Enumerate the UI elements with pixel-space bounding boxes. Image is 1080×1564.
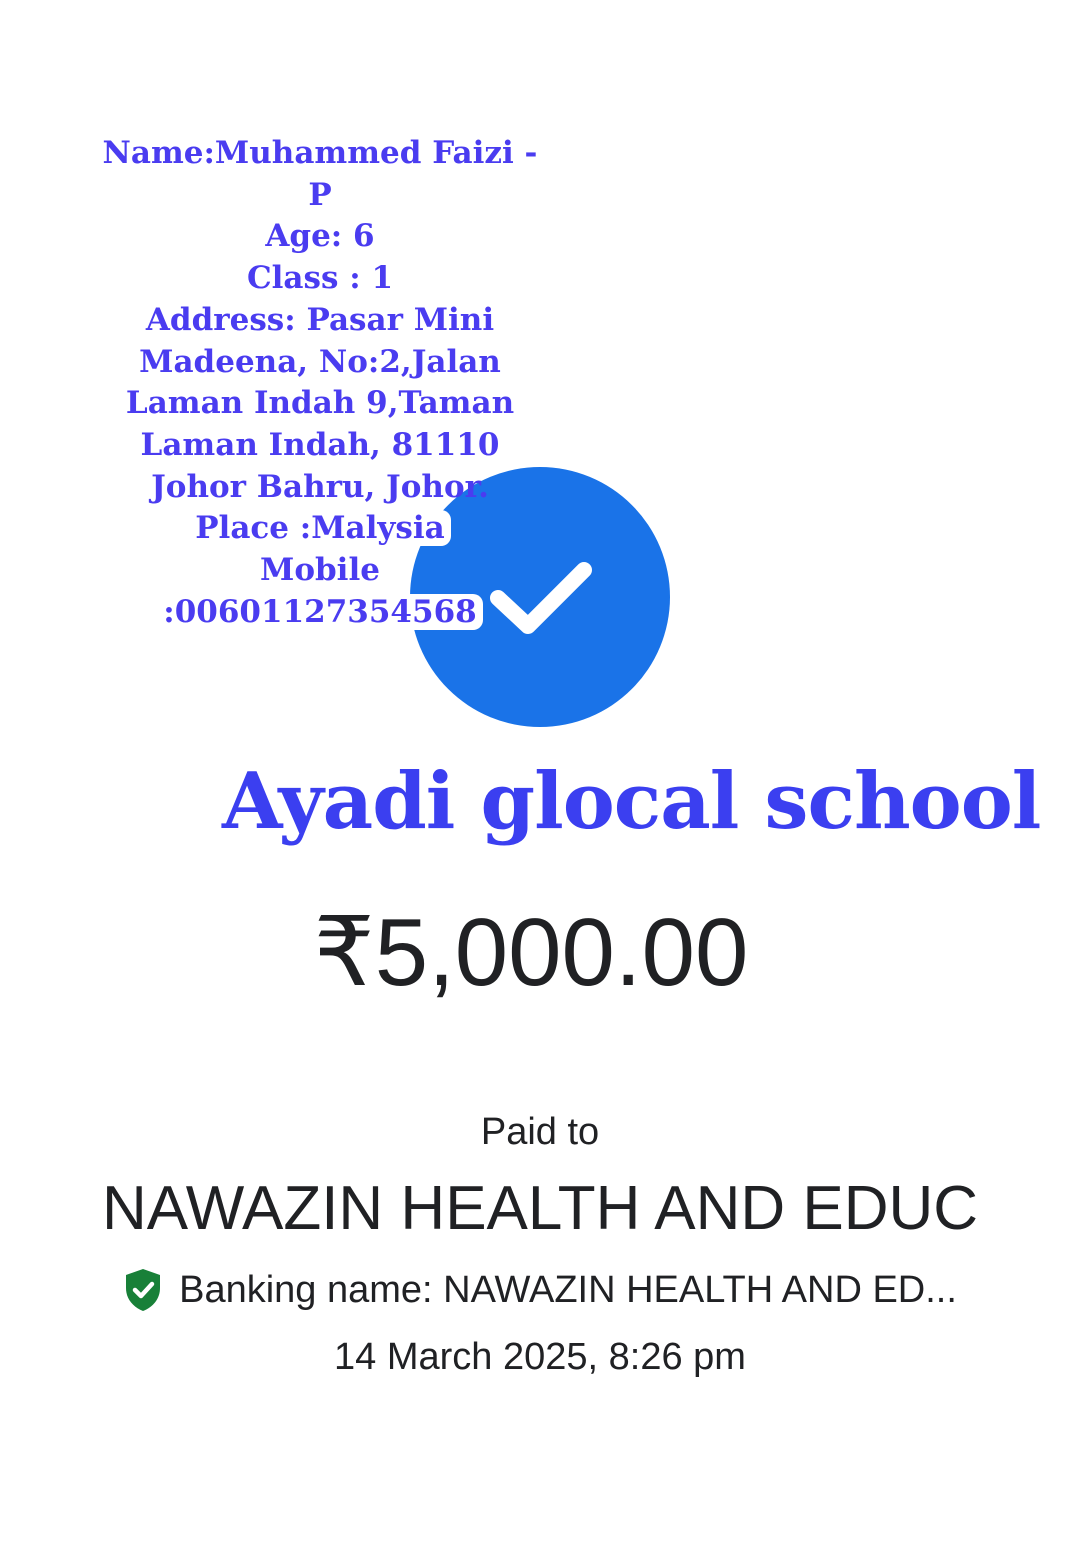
- school-name-heading: Ayadi glocal school: [222, 756, 1041, 847]
- banking-name-row: [0, 1264, 1080, 1316]
- verified-shield-icon: [123, 1267, 163, 1313]
- banking-name-text: Banking name: NAWAZIN HEALTH AND ED...: [179, 1268, 957, 1311]
- student-address-line: Johor Bahru, Johor.: [151, 468, 489, 505]
- student-name-line-cont: P: [308, 176, 332, 213]
- payment-amount: ₹5,000.00: [313, 899, 749, 1006]
- student-address-line: Laman Indah, 81110: [140, 426, 500, 463]
- student-place-text: Place :Malysia: [189, 510, 451, 546]
- student-address-line: Laman Indah 9,Taman: [125, 385, 515, 422]
- payment-datetime: 14 March 2025, 8:26 pm: [334, 1336, 746, 1378]
- student-address-line: Madeena, No:2,Jalan: [139, 343, 501, 380]
- student-mobile-text: :00601127354568: [157, 594, 482, 630]
- student-mobile-label-line: Mobile: [260, 552, 380, 589]
- student-age-line: Age: 6: [265, 218, 375, 255]
- payee-name: NAWAZIN HEALTH AND EDUC: [101, 1174, 979, 1243]
- student-class-line: Class : 1: [246, 260, 394, 297]
- student-address-line: Address: Pasar Mini: [145, 301, 495, 338]
- paid-to-label: Paid to: [480, 1111, 600, 1153]
- student-info-overlay: [95, 133, 545, 633]
- student-mobile-line: [95, 592, 545, 634]
- student-place-line: [95, 508, 545, 550]
- student-name-line: Name:Muhammed Faizi -: [102, 135, 538, 171]
